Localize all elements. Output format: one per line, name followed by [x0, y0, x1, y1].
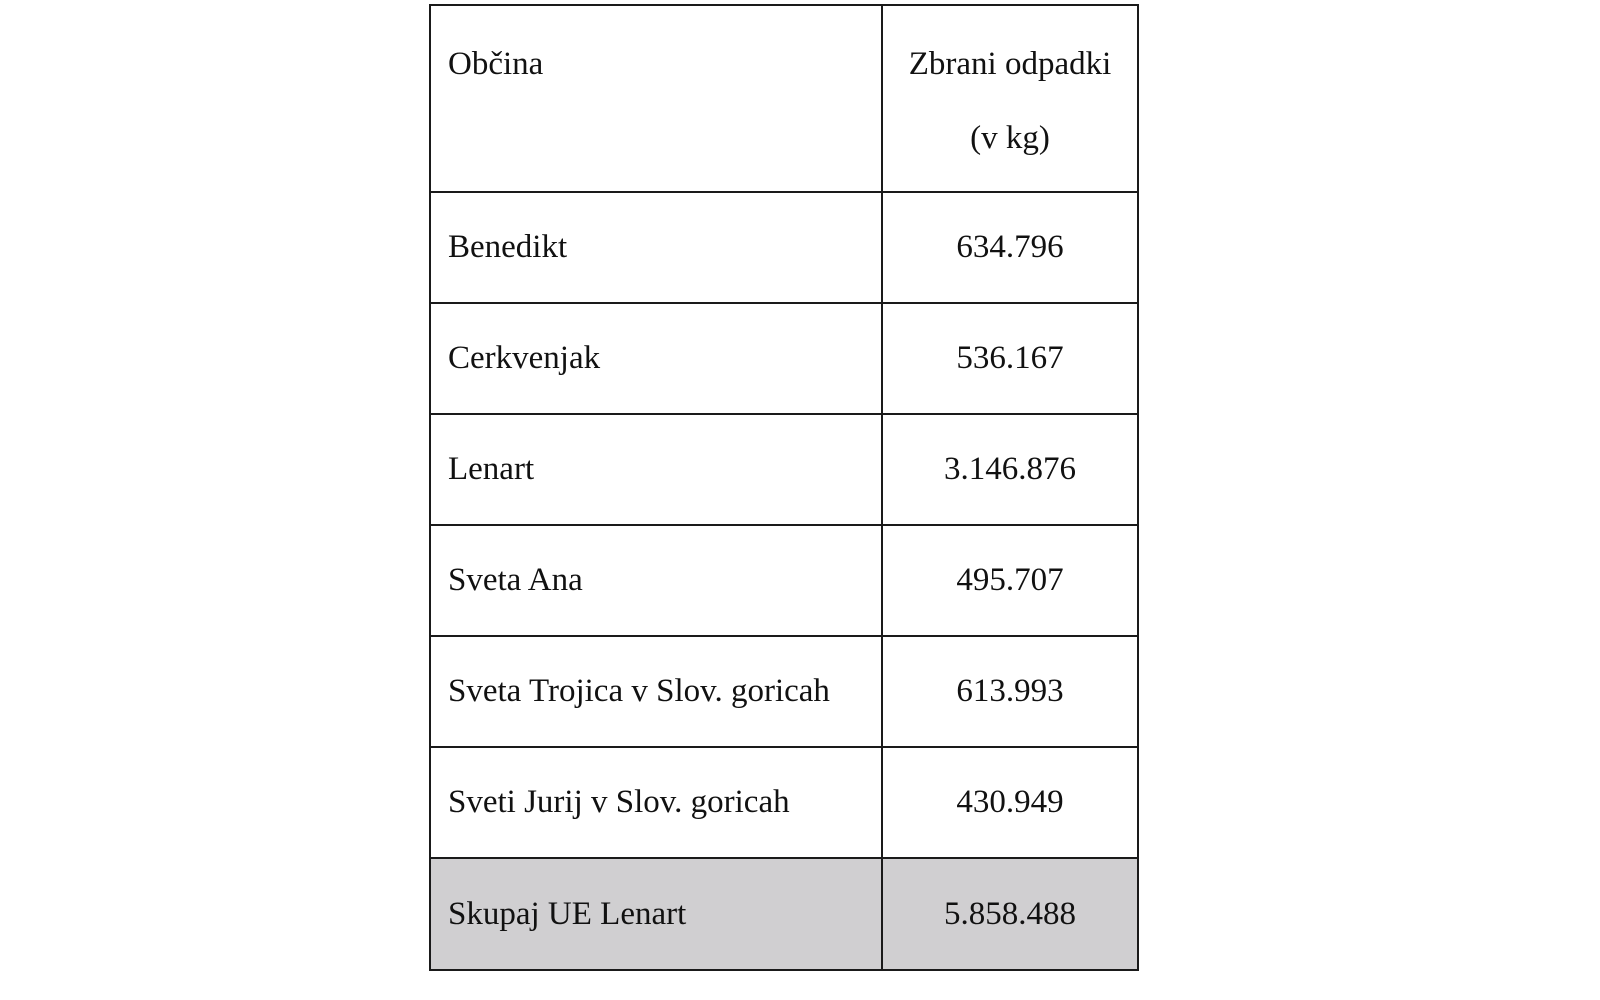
header-municipality-label: Občina	[448, 46, 544, 82]
waste-collection-table	[429, 4, 1139, 971]
total-value-cell: 5.858.488	[882, 858, 1138, 970]
table-row	[430, 303, 1138, 414]
collected-kg-cell: 613.993	[882, 636, 1138, 747]
header-collected-label: Zbrani odpadki	[908, 46, 1112, 82]
header-collected-unit: (v kg)	[970, 120, 1050, 156]
municipality-cell: Benedikt	[430, 192, 882, 303]
table-row	[430, 747, 1138, 858]
municipality-cell: Sveta Trojica v Slov. goricah	[430, 636, 882, 747]
table-header-row	[430, 5, 1138, 192]
collected-kg-cell: 430.949	[882, 747, 1138, 858]
header-collected-cell	[882, 5, 1138, 192]
collected-kg-cell: 3.146.876	[882, 414, 1138, 525]
table-row	[430, 525, 1138, 636]
total-row	[430, 858, 1138, 970]
collected-kg-cell: 495.707	[882, 525, 1138, 636]
table-row	[430, 192, 1138, 303]
header-municipality-cell	[430, 5, 882, 192]
collected-kg-cell: 634.796	[882, 192, 1138, 303]
table-row	[430, 636, 1138, 747]
total-label-cell: Skupaj UE Lenart	[430, 858, 882, 970]
municipality-cell: Sveti Jurij v Slov. goricah	[430, 747, 882, 858]
municipality-cell: Sveta Ana	[430, 525, 882, 636]
table-row	[430, 414, 1138, 525]
collected-kg-cell: 536.167	[882, 303, 1138, 414]
municipality-cell: Lenart	[430, 414, 882, 525]
municipality-cell: Cerkvenjak	[430, 303, 882, 414]
